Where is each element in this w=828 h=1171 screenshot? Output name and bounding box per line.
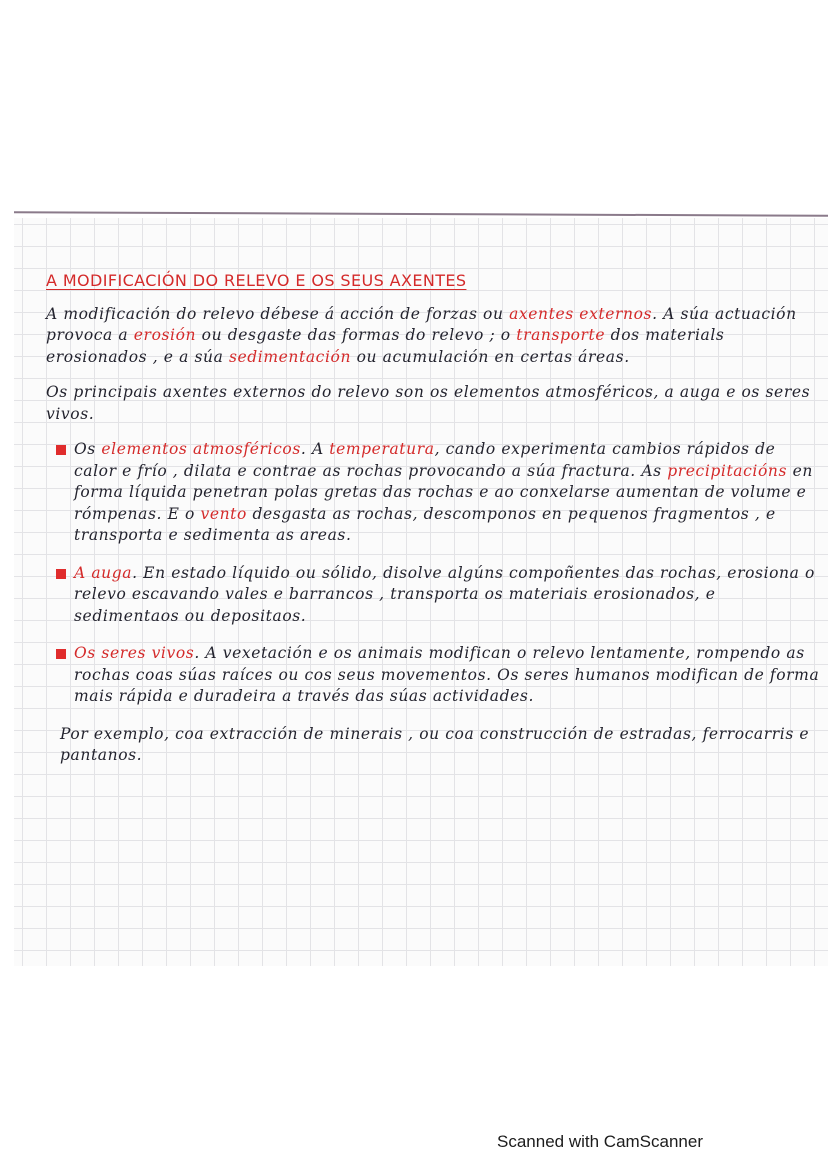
- red-square-bullet-icon: [56, 569, 66, 579]
- page-top-rule: [14, 211, 828, 217]
- red-square-bullet-icon: [56, 649, 66, 659]
- bullet-atmosfericos: [56, 439, 822, 547]
- auga-text: A auga. En estado líquido ou sólido, disolve algúns compoñentes das rochas, erosiona o relevo escavando vales e barrancos , transporta os materiais erosionados, e sedimentaos ou depositaos.: [74, 563, 815, 625]
- intro-paragraph: A modificación do relevo débese á acción de forzas ou axentes externos. A súa actuación provoca a erosión ou desgaste das formas do relevo ; o transporte dos materials erosionados , e a súa sedimentación ou acumulación en certas áreas.: [46, 304, 797, 366]
- seres-vivos-text: Os seres vivos. A vexetación e os animais modifican o relevo lentamente, rompendo as rochas coas súas raíces ou cos seus movementos. Os seres humanos modifican de forma mais rápida e duradeira a través das súas actividades.: [74, 644, 820, 705]
- notes-content: [46, 270, 822, 767]
- page-title: A MODIFICACIÓN DO RELEVO E OS SEUS AXENTES: [46, 271, 467, 290]
- term-axentes-externos: axentes externos: [509, 304, 653, 323]
- term-erosion: erosión: [133, 326, 197, 344]
- term-seres-vivos: Os seres vivos: [74, 644, 195, 662]
- atmosfericos-text: Os elementos atmosféricos. A temperatura, cando experimenta cambios rápidos de calor e frío , dilata e contrae as rochas provocando a súa fractura. As precipitacións en forma líquida penetran polas gretas das rochas e ao conxelarse aumentan de volume e rómpenas. E o vento desgasta as rochas, descomponos en pequenos fragmentos , e transporta e sedimenta as areas.: [74, 440, 813, 544]
- scanner-watermark: Scanned with CamScanner: [497, 1132, 704, 1151]
- term-transporte: transporte: [516, 326, 606, 344]
- exemplo-paragraph: Por exemplo, coa extracción de minerais , ou coa construcción de estradas, ferrocarris e pantanos.: [60, 724, 810, 764]
- term-vento: vento: [200, 504, 247, 523]
- term-auga: A auga: [74, 563, 133, 582]
- term-elementos-atmosfericos: elementos atmosféricos: [101, 440, 301, 458]
- red-square-bullet-icon: [56, 445, 66, 455]
- term-precipitacions: precipitacións: [667, 461, 788, 480]
- term-temperatura: temperatura: [329, 440, 435, 458]
- bullet-seres-vivos: [56, 643, 822, 708]
- principais-paragraph: Os principais axentes externos do relevo son os elementos atmosféricos, a auga e os seres vivos.: [46, 383, 811, 423]
- term-sedimentacion: sedimentación: [228, 347, 352, 366]
- bullet-auga: [56, 563, 822, 628]
